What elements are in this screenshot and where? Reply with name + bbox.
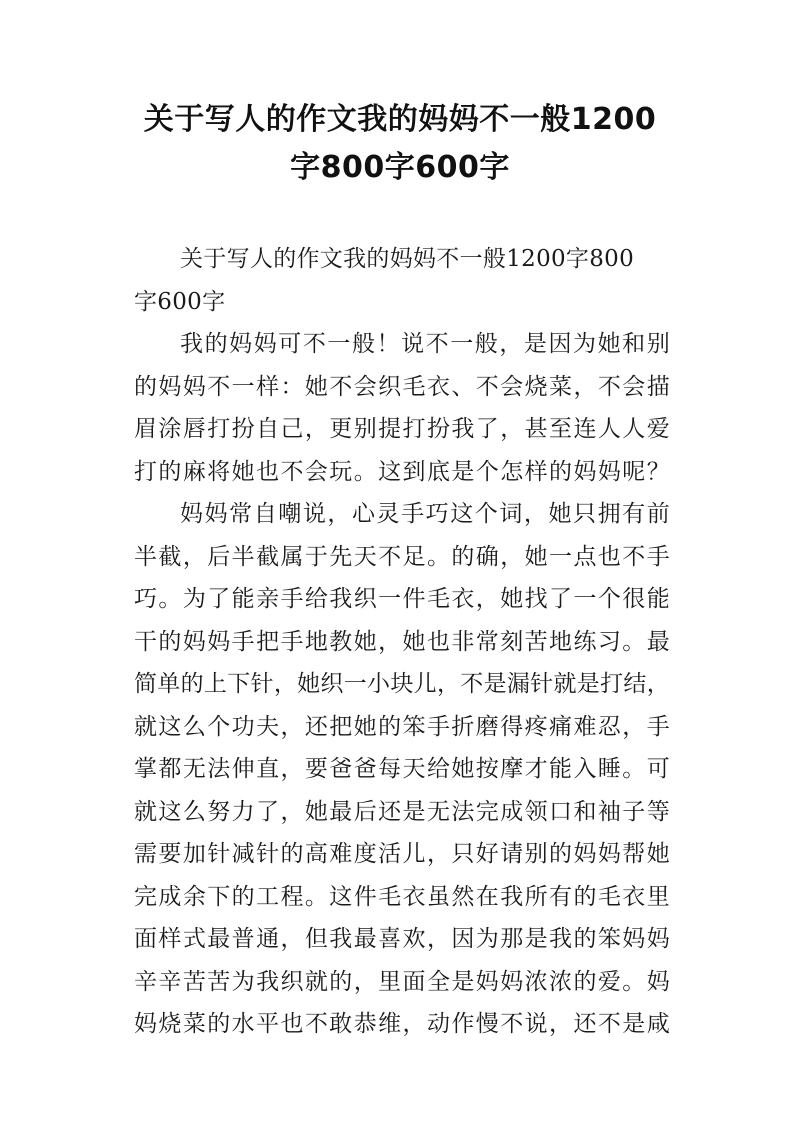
document-body <box>134 238 670 1046</box>
paragraph-line: 需要加针减针的高难度活儿，只好请别的妈妈帮她 <box>134 841 670 867</box>
paragraph-line: 干的妈妈手把手地教她，她也非常刻苦地练习。最 <box>134 628 670 655</box>
paragraph-intro <box>134 323 670 493</box>
paragraph-line: 就这么个功夫，还把她的笨手折磨得疼痛难忍，手 <box>134 713 670 740</box>
paragraph-line: 辛辛苦苦为我织就的，里面全是妈妈浓浓的爱。妈 <box>134 968 670 995</box>
paragraph-line: 掌都无法伸直，要爸爸每天给她按摩才能入睡。可 <box>134 756 670 782</box>
paragraph-line: 妈烧菜的水平也不敢恭维，动作慢不说，还不是咸 <box>134 1011 670 1037</box>
paragraph-line: 完成余下的工程。这件毛衣虽然在我所有的毛衣里 <box>134 883 670 910</box>
paragraph-line: 巧。为了能亲手给我织一件毛衣，她找了一个很能 <box>134 586 670 612</box>
paragraph-knitting <box>134 493 670 1046</box>
paragraph-line: 半截，后半截属于先天不足。的确，她一点也不手 <box>134 543 670 570</box>
paragraph-line: 字600字 <box>134 288 226 315</box>
paragraph-line: 的妈妈不一样：她不会织毛衣、不会烧菜，不会描 <box>134 373 670 400</box>
title-line-1: 关于写人的作文我的妈妈不一般1200 <box>143 102 657 137</box>
title-line-2: 字800字600字 <box>290 150 510 185</box>
paragraph-line: 妈妈常自嘲说，心灵手巧这个词，她只拥有前 <box>180 501 670 527</box>
paragraph-line: 简单的上下针，她织一小块儿，不是漏针就是打结， <box>134 671 670 697</box>
paragraph-line: 我的妈妈可不一般！说不一般，是因为她和别 <box>180 331 670 357</box>
document-title <box>100 96 700 192</box>
paragraph-line: 面样式最普通，但我最喜欢，因为那是我的笨妈妈 <box>134 926 670 952</box>
paragraph-line: 打的麻将她也不会玩。这到底是个怎样的妈妈呢？ <box>134 458 670 485</box>
paragraph-heading-repeat <box>134 238 670 323</box>
paragraph-line: 关于写人的作文我的妈妈不一般1200字800 <box>180 246 635 272</box>
paragraph-line: 就这么努力了，她最后还是无法完成领口和袖子等 <box>134 798 670 825</box>
paragraph-line: 眉涂唇打扮自己，更别提打扮我了，甚至连人人爱 <box>134 416 670 442</box>
